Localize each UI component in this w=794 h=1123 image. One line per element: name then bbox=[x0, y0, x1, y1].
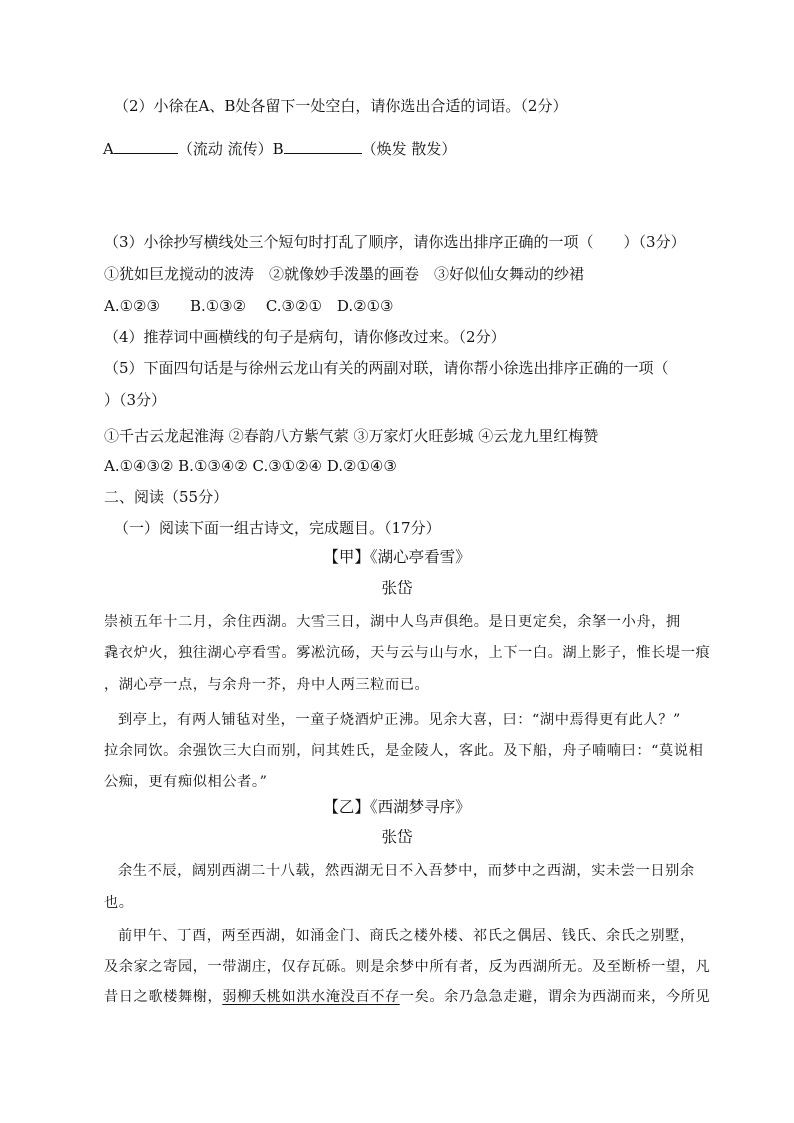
text-yi-last-line bbox=[104, 987, 710, 1007]
q2-b-blank[interactable] bbox=[284, 137, 362, 154]
text-jia-line: 到亭上，有两人铺毡对坐，一童子烧酒炉正沸。见余大喜，曰：“湖中焉得更有此人？” bbox=[118, 712, 681, 728]
section2-heading: 二、阅读（55分） bbox=[104, 488, 229, 506]
text-yi-line: 也。 bbox=[104, 895, 134, 911]
q2-blanks bbox=[103, 137, 456, 159]
q2-b-options: （焕发 散发） bbox=[361, 140, 457, 158]
text-yi-last-pre: 昔日之歌楼舞榭， bbox=[104, 989, 223, 1005]
text-jia-line: 拉余同饮。余强饮三大白而别，问其姓氏，是金陵人，客此。及下船，舟子喃喃曰：“莫说相 bbox=[104, 743, 704, 759]
text-yi-title: 【乙】《西湖梦寻序》 bbox=[323, 798, 471, 816]
q5-choices: A.①④③② B.①③④② C.③①②④ D.②①④③ bbox=[104, 457, 397, 475]
text-yi-line: 余生不辰，阔别西湖二十八载，然西湖无日不入吾梦中，而梦中之西湖，实未尝一日别余 bbox=[118, 863, 695, 879]
text-yi-line: 前甲午、丁酉，两至西湖，如涌金门、商氏之楼外楼、祁氏之偶居、钱氏、余氏之别墅， bbox=[118, 928, 695, 944]
q3-items: ①犹如巨龙搅动的波涛 ②就像妙手泼墨的画卷 ③好似仙女舞动的纱裙 bbox=[104, 265, 585, 283]
section2-sub-heading: （一）阅读下面一组古诗文，完成题目。（17分） bbox=[114, 519, 441, 537]
q2-b-label: B bbox=[272, 140, 284, 158]
q2-a-blank[interactable] bbox=[114, 137, 178, 154]
text-yi-last-post: 一矣。余乃急急走避，谓余为西湖而来，今所见 bbox=[399, 989, 711, 1005]
text-yi-line: 及余家之寄园，一带湖庄，仅存瓦砾。则是余梦中所有者，反为西湖所无。及至断桥一望，凡 bbox=[104, 959, 711, 975]
text-jia-author: 张岱 bbox=[381, 579, 413, 597]
text-jia-line: 毳衣炉火，独往湖心亭看雪。雾凇沆砀，天与云与山与水，上下一白。湖上影子，惟长堤一痕 bbox=[104, 645, 711, 661]
q5-text-line2: ）（3分） bbox=[104, 391, 167, 409]
text-jia-line: ，湖心亭一点，与余舟一芥，舟中人两三粒而已。 bbox=[104, 677, 430, 693]
q2-text: （2）小徐在A、B处各留下一处空白，请你选出合适的词语。（2分） bbox=[114, 97, 568, 115]
text-yi-author: 张岱 bbox=[381, 828, 413, 846]
q3-text: （3）小徐抄写横线处三个短句时打乱了顺序，请你选出排序正确的一项（ ）（3分） bbox=[104, 233, 686, 251]
text-jia-line: 公痴，更有痴似相公者。” bbox=[104, 774, 268, 790]
q5-items: ①千古云龙起淮海 ②春韵八方紫气萦 ③万家灯火旺彭城 ④云龙九里红梅赞 bbox=[104, 427, 599, 445]
q4-text: （4）推荐词中画横线的句子是病句，请你修改过来。（2分） bbox=[104, 328, 506, 346]
underlined-sentence: 弱柳夭桃如洪水淹没百不存 bbox=[222, 989, 400, 1005]
q2-a-label: A bbox=[103, 140, 114, 158]
text-jia-title: 【甲】《湖心亭看雪》 bbox=[323, 548, 471, 566]
q3-choices: A.①②③ B.①③② C.③②① D.②①③ bbox=[104, 297, 394, 315]
q2-a-options: （流动 流传） bbox=[177, 140, 273, 158]
text-jia-line: 崇祯五年十二月，余住西湖。大雪三日，湖中人鸟声俱绝。是日更定矣，余拏一小舟，拥 bbox=[104, 614, 681, 630]
q5-text-line1: （5）下面四句话是与徐州云龙山有关的两副对联，请你帮小徐选出排序正确的一项（ bbox=[104, 359, 669, 377]
